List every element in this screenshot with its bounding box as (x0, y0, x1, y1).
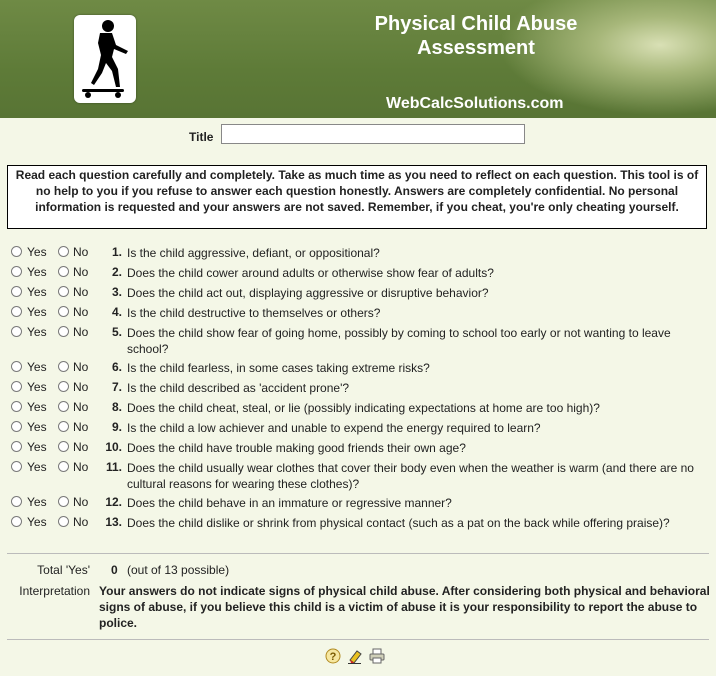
no-label: No (73, 265, 89, 279)
question-text: Does the child behave in an immature or regressive manner? (127, 496, 452, 510)
no-radio[interactable] (58, 266, 69, 277)
question-text: Does the child cower around adults or otherwise show fear of adults? (127, 266, 494, 280)
question-number: 12. (105, 495, 122, 509)
question-number: 7. (111, 380, 122, 394)
title-label: Title (189, 130, 214, 144)
svg-text:?: ? (329, 651, 337, 663)
print-icon[interactable] (369, 648, 385, 664)
yes-label: Yes (27, 420, 47, 434)
question-text: Does the child cheat, steal, or lie (possibly indicating expectations at home are too high)? (127, 401, 600, 415)
no-label: No (73, 305, 89, 319)
no-label: No (73, 495, 89, 509)
question-number: 2. (111, 265, 122, 279)
question-number: 5. (111, 325, 122, 339)
app-title (340, 12, 612, 60)
yes-radio[interactable] (11, 326, 22, 337)
question-number: 11. (105, 460, 122, 474)
yes-radio[interactable] (11, 246, 22, 257)
no-label: No (73, 380, 89, 394)
yes-radio[interactable] (11, 496, 22, 507)
yes-radio[interactable] (11, 461, 22, 472)
question-text: Does the child have trouble making good friends their own age? (127, 441, 466, 455)
question-number: 1. (111, 245, 122, 259)
total-note: (out of 13 possible) (127, 563, 230, 577)
yes-radio[interactable] (11, 401, 22, 412)
question-number: 9. (111, 420, 122, 434)
no-label: No (73, 420, 89, 434)
question-number: 4. (111, 305, 122, 319)
question-text: Is the child destructive to themselves or others? (127, 306, 381, 320)
yes-radio[interactable] (11, 381, 22, 392)
app-title-line2: Assessment (417, 37, 535, 59)
title-row (0, 124, 716, 148)
yes-label: Yes (27, 265, 47, 279)
title-input[interactable] (221, 124, 525, 144)
no-label: No (73, 245, 89, 259)
divider-top (7, 553, 709, 554)
yes-label: Yes (27, 440, 47, 454)
question-text: Is the child described as 'accident prone'? (127, 381, 350, 395)
site-name: WebCalcSolutions.com (386, 95, 564, 112)
no-radio[interactable] (58, 306, 69, 317)
yes-radio[interactable] (11, 286, 22, 297)
yes-label: Yes (27, 380, 47, 394)
question-number: 13. (105, 515, 122, 529)
no-radio[interactable] (58, 421, 69, 432)
no-radio[interactable] (58, 246, 69, 257)
interpretation-label: Interpretation (19, 584, 90, 598)
skateboarder-icon (74, 15, 136, 103)
yes-label: Yes (27, 360, 47, 374)
no-label: No (73, 460, 89, 474)
no-radio[interactable] (58, 496, 69, 507)
total-label: Total 'Yes' (37, 563, 90, 577)
no-label: No (73, 515, 89, 529)
question-number: 3. (111, 285, 122, 299)
question-text: Is the child a low achiever and unable to expend the energy required to learn? (127, 421, 541, 435)
total-value: 0 (111, 563, 118, 577)
divider-bottom (7, 639, 709, 640)
no-radio[interactable] (58, 361, 69, 372)
no-radio[interactable] (58, 326, 69, 337)
question-text: Is the child fearless, in some cases taking extreme risks? (127, 361, 430, 375)
interpretation-text: Your answers do not indicate signs of physical child abuse. After considering both physical and behavioral signs of abuse, if you believe this child is a victim of abuse it is your responsibility to report the abuse to police. (99, 584, 710, 630)
no-label: No (73, 325, 89, 339)
yes-label: Yes (27, 460, 47, 474)
no-label: No (73, 360, 89, 374)
yes-radio[interactable] (11, 421, 22, 432)
yes-radio[interactable] (11, 306, 22, 317)
question-text: Does the child show fear of going home, possibly by coming to school too early or not wanting to leave school? (127, 326, 671, 356)
no-radio[interactable] (58, 441, 69, 452)
app-title-line1: Physical Child Abuse (374, 13, 578, 35)
question-text: Does the child usually wear clothes that cover their body even when the weather is warm (and there are no cultural reasons for wearing these clothes)? (127, 461, 694, 491)
instructions-box: Read each question carefully and completely. Take as much time as you need to reflect on each question. This tool is of no help to you if you refuse to answer each question honestly. Answers are completely confidential. No personal information is requested and your answers are not saved. Remember, if you cheat, you're only cheating yourself. (7, 165, 707, 229)
no-radio[interactable] (58, 516, 69, 527)
yes-radio[interactable] (11, 441, 22, 452)
yes-radio[interactable] (11, 516, 22, 527)
help-icon[interactable] (325, 648, 341, 664)
no-radio[interactable] (58, 286, 69, 297)
yes-label: Yes (27, 245, 47, 259)
header-banner (0, 0, 716, 118)
question-text: Does the child act out, displaying aggressive or disruptive behavior? (127, 286, 489, 300)
question-number: 10. (105, 440, 122, 454)
yes-label: Yes (27, 285, 47, 299)
question-text: Is the child aggressive, defiant, or oppositional? (127, 246, 380, 260)
question-number: 8. (111, 400, 122, 414)
no-radio[interactable] (58, 381, 69, 392)
no-label: No (73, 285, 89, 299)
no-radio[interactable] (58, 401, 69, 412)
yes-label: Yes (27, 495, 47, 509)
question-number: 6. (111, 360, 122, 374)
eraser-icon[interactable] (347, 648, 363, 664)
yes-radio[interactable] (11, 361, 22, 372)
no-label: No (73, 400, 89, 414)
yes-label: Yes (27, 400, 47, 414)
no-radio[interactable] (58, 461, 69, 472)
no-label: No (73, 440, 89, 454)
yes-label: Yes (27, 325, 47, 339)
question-text: Does the child dislike or shrink from physical contact (such as a pat on the back while offering praise)? (127, 516, 670, 530)
yes-radio[interactable] (11, 266, 22, 277)
yes-label: Yes (27, 305, 47, 319)
yes-label: Yes (27, 515, 47, 529)
